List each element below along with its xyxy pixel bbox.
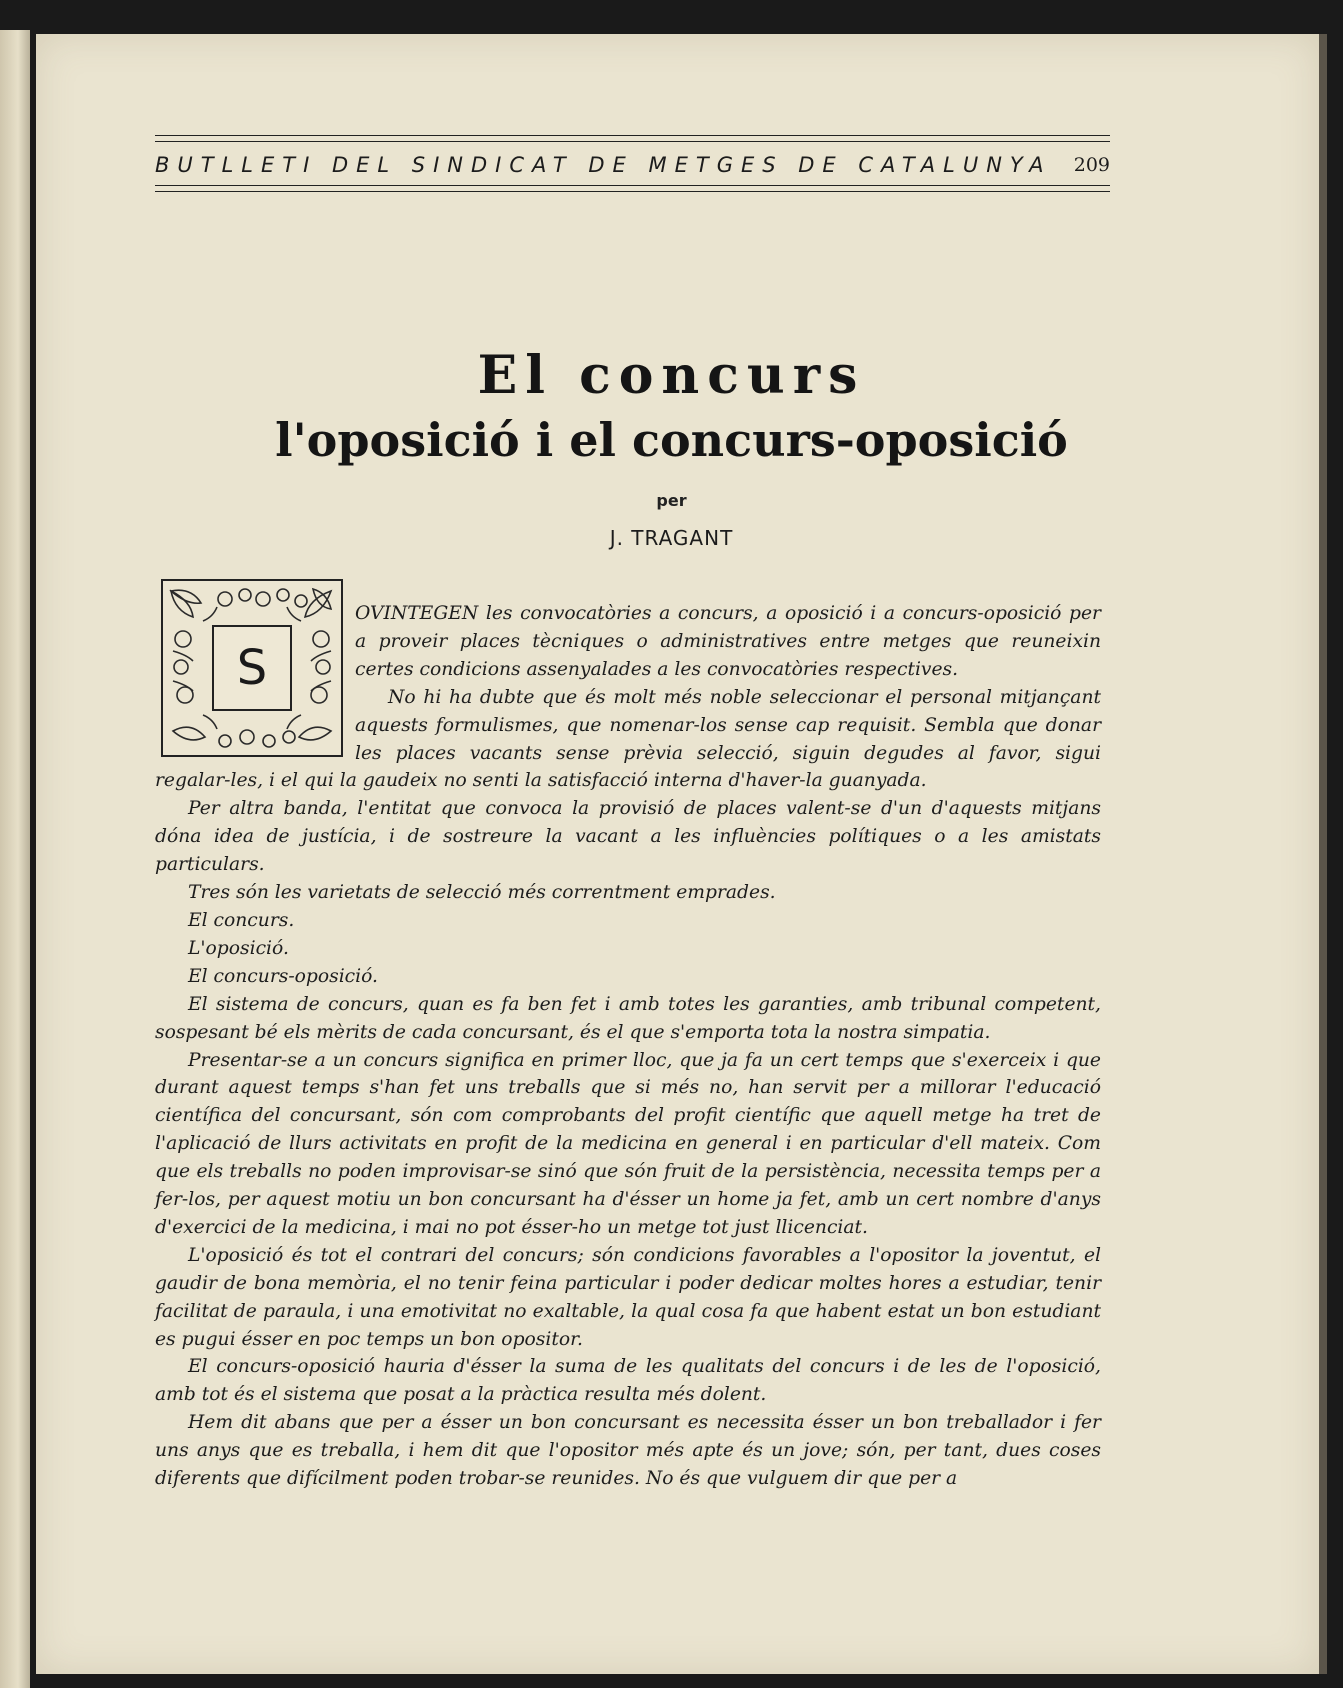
adjacent-page-edge xyxy=(0,30,30,1688)
article-body xyxy=(155,600,1101,1493)
running-header xyxy=(155,135,1110,195)
article-title-line1: El concurs xyxy=(477,345,866,406)
paragraph: OVINTEGEN les convocatòries a concurs, a oposició i a concurs-oposició per a proveir places tècniques o administratives entre metges que reuneixin certes condicions assenyalades a les convocatòries respectives. xyxy=(355,603,1101,680)
paragraph: L'oposició és tot el contrari del concurs; són condicions favorables a l'opositor la joventut, el gaudir de bona memòria, el no tenir feina particular i poder dedicar moltes hores a estudiar, tenir facilitat de paraula, i una emotivitat no exaltable, la qual cosa fa que habent estat un bon estudiant es pugui ésser en poc temps un bon opositor. xyxy=(155,1244,1101,1350)
paragraph: L'oposició. xyxy=(188,937,289,959)
journal-title: BUTLLETI DEL SINDICAT DE METGES DE CATALUNYA xyxy=(155,153,1052,177)
article-title-line2: l'oposició i el concurs-oposició xyxy=(275,413,1068,467)
paragraph: Hem dit abans que per a ésser un bon concursant es necessita ésser un bon treballador i fer uns anys que es treballa, i hem dit que l'opositor més apte és un jove; són, per tant, dues coses diferents que difícilment poden trobar-se reunides. No és que vulguem dir que per a xyxy=(155,1412,1101,1490)
page-binding-edge xyxy=(1319,34,1327,1674)
paragraph: El sistema de concurs, quan es fa ben fet i amb totes les garanties, amb tribunal competent, sospesant bé els mèrits de cada concursant, és el que s'emporta tota la nostra simpatia. xyxy=(155,993,1101,1043)
paragraph: El concurs-oposició hauria d'ésser la suma de les qualitats del concurs i de les de l'oposició, amb tot és el sistema que posat a la pràctica resulta més dolent. xyxy=(155,1356,1101,1406)
paragraph: No hi ha dubte que és molt més noble seleccionar el personal mitjançant aquests formulismes, que nomenar-los sense cap requisit. Sembla que donar les places vacants sense prèvia selecció, siguin degudes al favor, sigui regalar-les, i el qui la gaudeix no senti la satisfacció interna d'haver-la guanyada. xyxy=(155,686,1101,792)
paragraph: El concurs. xyxy=(188,909,295,931)
paragraph: El concurs-oposició. xyxy=(188,965,378,987)
byline-per: per xyxy=(656,491,687,510)
paragraph: Per altra banda, l'entitat que convoca la provisió de places valent-se d'un d'aquests mitjans dóna idea de justícia, i de sostreure la vacant a les influències polítiques o a les amistats particulars. xyxy=(155,798,1101,876)
page-number: 209 xyxy=(1073,154,1110,176)
author-name: J. TRAGANT xyxy=(609,526,734,550)
paragraph: Tres són les varietats de selecció més correntment emprades. xyxy=(188,882,776,904)
paragraph: Presentar-se a un concurs significa en primer lloc, que ja fa un cert temps que s'exerceix i que durant aquest temps s'han fet uns treballs que si més no, han servit per a millorar l'educació científica del concursant, són com comprobants del profit científic que aquell metge ha tret de l'aplicació de llurs activitats en profit de la medicina en general i en particular d'ell mateix. Com que els treballs no poden improvisar-se sinó que són fruit de la persistència, necessita temps per a fer-los, per aquest motiu un bon concursant ha d'ésser un home ja fet, amb un cert nombre d'anys d'exercici de la medicina, i mai no pot ésser-ho un metge tot just llicenciat. xyxy=(155,1049,1101,1238)
drop-cap: S xyxy=(212,625,292,711)
